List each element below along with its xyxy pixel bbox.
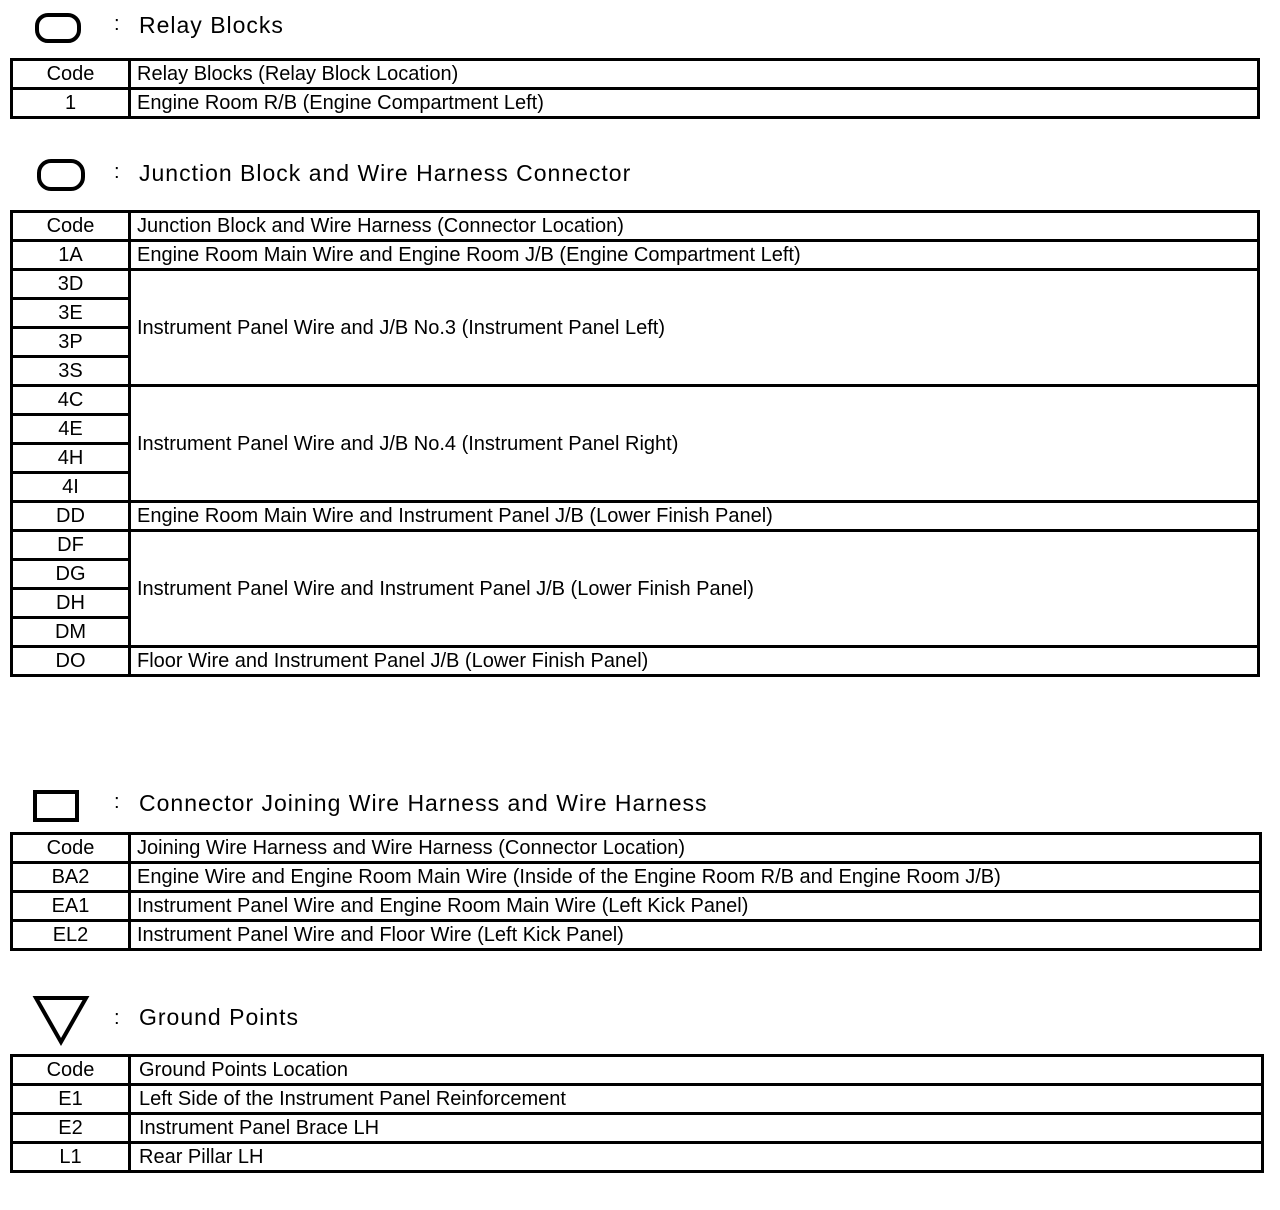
code-cell: 3S: [12, 357, 130, 386]
table-row: [12, 1085, 1263, 1114]
colon-separator: :: [114, 1007, 120, 1029]
code-cell: DF: [12, 531, 130, 560]
table-header-row: [12, 834, 1261, 863]
junction-block-heading: [0, 156, 1280, 196]
code-cell: 3E: [12, 299, 130, 328]
code-cell: DH: [12, 589, 130, 618]
table-header-row: [12, 212, 1259, 241]
relay-blocks-heading: [0, 6, 1280, 46]
table-row: [12, 270, 1259, 299]
table-row: [12, 1114, 1263, 1143]
table-row: [12, 241, 1259, 270]
table-row: [12, 892, 1261, 921]
code-cell: DD: [12, 502, 130, 531]
table-row: [12, 531, 1259, 560]
table-row: [12, 502, 1259, 531]
table-row: [12, 89, 1259, 118]
colon-separator: :: [114, 161, 120, 183]
code-header: Code: [12, 834, 130, 863]
junction-block-table: [10, 210, 1260, 677]
relay-blocks-table: [10, 58, 1260, 119]
code-cell: DO: [12, 647, 130, 676]
section-title: Relay Blocks: [139, 12, 284, 38]
table-row: [12, 1143, 1263, 1172]
ground-points-heading: [0, 994, 1280, 1034]
connector-joining-heading: [0, 786, 1280, 826]
code-cell: 3P: [12, 328, 130, 357]
location-header: Joining Wire Harness and Wire Harness (Connector Location): [130, 834, 1261, 863]
code-header: Code: [12, 212, 130, 241]
table-row: [12, 647, 1259, 676]
code-header: Code: [12, 60, 130, 89]
location-cell: Left Side of the Instrument Panel Reinforcement: [130, 1085, 1263, 1114]
code-cell: 4H: [12, 444, 130, 473]
code-cell: DG: [12, 560, 130, 589]
location-cell: Floor Wire and Instrument Panel J/B (Lower Finish Panel): [130, 647, 1259, 676]
location-cell: Instrument Panel Wire and J/B No.4 (Instrument Panel Right): [130, 386, 1259, 502]
section-title: Junction Block and Wire Harness Connector: [139, 160, 632, 186]
code-cell: 4C: [12, 386, 130, 415]
code-cell: 3D: [12, 270, 130, 299]
rounded-rect-icon: [34, 12, 82, 49]
rounded-rect-icon: [36, 158, 86, 197]
table-row: [12, 921, 1261, 950]
location-header: Ground Points Location: [130, 1056, 1263, 1085]
code-cell: 1: [12, 89, 130, 118]
code-cell: E2: [12, 1114, 130, 1143]
code-cell: DM: [12, 618, 130, 647]
colon-separator: :: [114, 791, 120, 813]
code-cell: 4I: [12, 473, 130, 502]
code-cell: L1: [12, 1143, 130, 1172]
location-cell: Engine Wire and Engine Room Main Wire (Inside of the Engine Room R/B and Engine Room J/B): [130, 863, 1261, 892]
connector-joining-table: [10, 832, 1262, 951]
code-cell: 1A: [12, 241, 130, 270]
code-cell: EL2: [12, 921, 130, 950]
table-header-row: [12, 60, 1259, 89]
code-cell: 4E: [12, 415, 130, 444]
location-cell: Engine Room R/B (Engine Compartment Left): [130, 89, 1259, 118]
rectangle-icon: [32, 789, 80, 828]
code-header: Code: [12, 1056, 130, 1085]
location-cell: Instrument Panel Wire and Engine Room Main Wire (Left Kick Panel): [130, 892, 1261, 921]
section-title: Ground Points: [139, 1004, 300, 1030]
location-header: Relay Blocks (Relay Block Location): [130, 60, 1259, 89]
ground-points-table: [10, 1054, 1264, 1173]
code-cell: EA1: [12, 892, 130, 921]
location-cell: Instrument Panel Wire and Instrument Panel J/B (Lower Finish Panel): [130, 531, 1259, 647]
code-cell: BA2: [12, 863, 130, 892]
triangle-down-icon: [32, 994, 92, 1053]
section-title: Connector Joining Wire Harness and Wire Harness: [139, 790, 708, 816]
location-cell: Instrument Panel Wire and J/B No.3 (Instrument Panel Left): [130, 270, 1259, 386]
location-cell: Engine Room Main Wire and Instrument Panel J/B (Lower Finish Panel): [130, 502, 1259, 531]
code-cell: E1: [12, 1085, 130, 1114]
location-header: Junction Block and Wire Harness (Connector Location): [130, 212, 1259, 241]
location-cell: Instrument Panel Brace LH: [130, 1114, 1263, 1143]
location-cell: Engine Room Main Wire and Engine Room J/B (Engine Compartment Left): [130, 241, 1259, 270]
table-row: [12, 386, 1259, 415]
table-row: [12, 863, 1261, 892]
colon-separator: :: [114, 13, 120, 35]
location-cell: Instrument Panel Wire and Floor Wire (Left Kick Panel): [130, 921, 1261, 950]
table-header-row: [12, 1056, 1263, 1085]
location-cell: Rear Pillar LH: [130, 1143, 1263, 1172]
